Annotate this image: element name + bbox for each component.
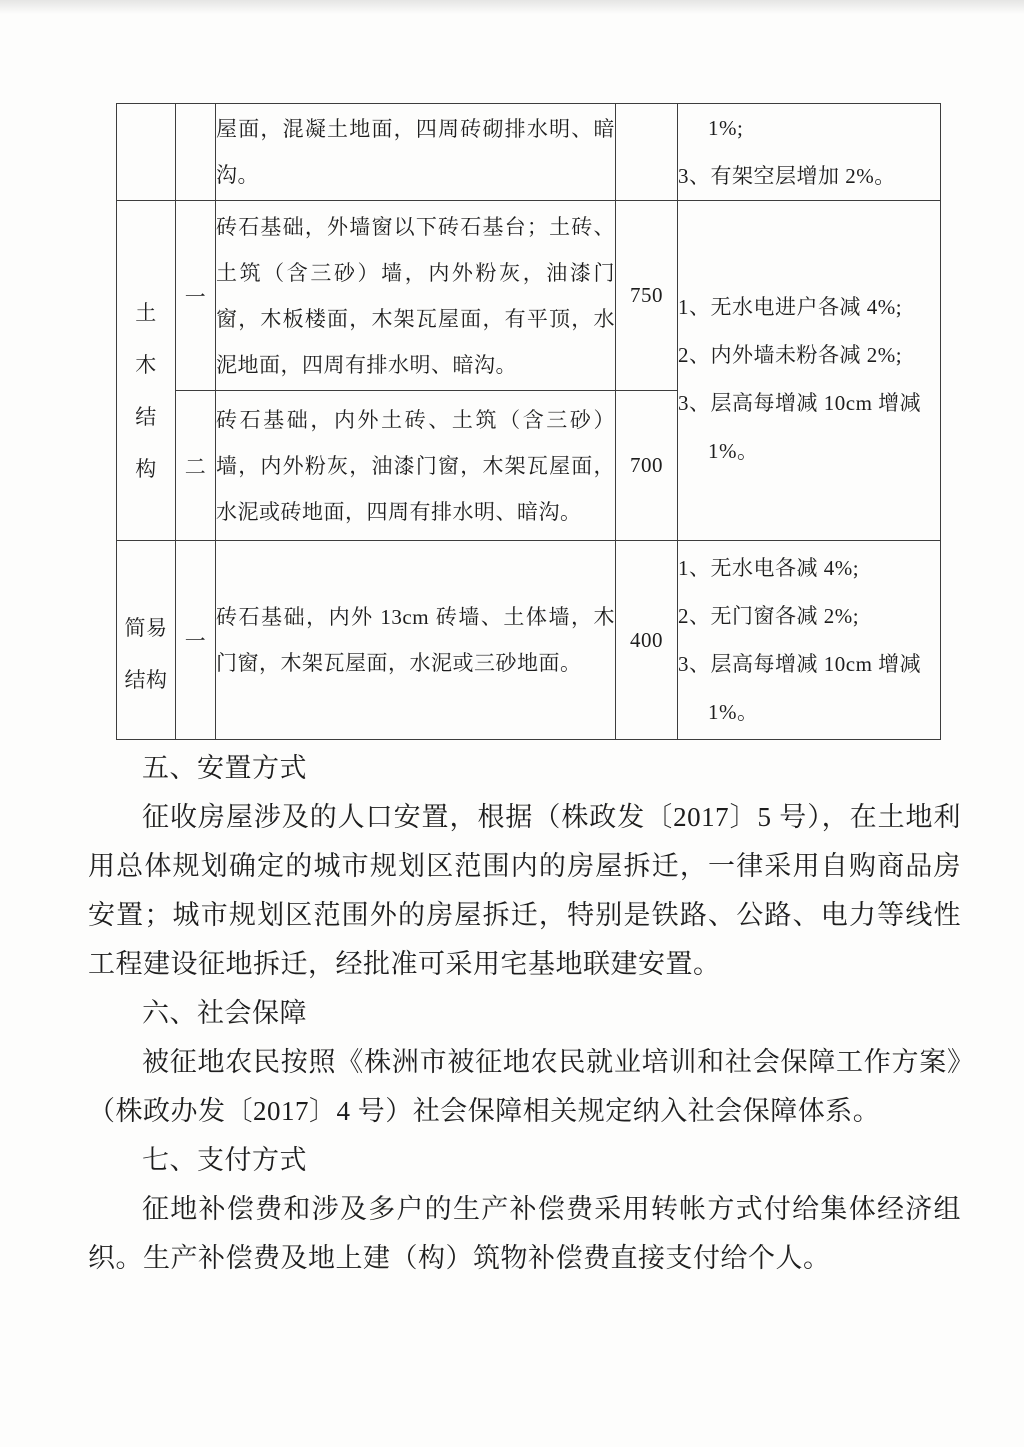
section-heading-resettlement: 五、安置方式: [142, 753, 307, 783]
adjustment-line: 3、有架空层增加 2%。: [678, 164, 896, 188]
table-row-continued: [117, 104, 941, 201]
grade-cell: 一: [176, 541, 216, 740]
adjustment-line: 1%;: [708, 116, 744, 140]
adjustment-line: 3、层高每增减 10cm 增减: [678, 390, 922, 415]
adjustments-cell: [678, 201, 941, 541]
structure-label: 简易结构: [124, 616, 168, 692]
structure-label: 土木结构: [135, 300, 157, 481]
table-row-tumu-1: [117, 201, 941, 391]
adjustment-line: 2、无门窗各减 2%;: [678, 604, 860, 628]
compensation-table: [116, 103, 941, 740]
description-cell: 砖石基础，内外 13cm 砖墙、土体墙，木门窗，木架瓦屋面，水泥或三砂地面。: [216, 541, 616, 740]
price-cell: 750: [616, 201, 678, 391]
adjustment-line: 1%。: [708, 700, 759, 724]
section-heading-payment: 七、支付方式: [142, 1145, 307, 1175]
grade-cell: 一: [176, 201, 216, 391]
price-cell: 400: [616, 541, 678, 740]
adjustments-cell: [678, 541, 941, 740]
adjustment-line: 3、层高每增减 10cm 增减: [678, 652, 922, 676]
adjustment-line: 2、内外墙未粉各减 2%;: [678, 342, 903, 367]
grade-cell: [176, 104, 216, 201]
structure-cell: [117, 104, 176, 201]
adjustment-line: 1、无水电各减 4%;: [678, 556, 860, 580]
description-cell: 砖石基础，内外土砖、土筑（含三砂）墙，内外粉灰，油漆门窗，木架瓦屋面，水泥或砖地面，四周有排水明、暗沟。: [216, 391, 616, 541]
section-paragraph: 被征地农民按照《株洲市被征地农民就业培训和社会保障工作方案》（株政办发〔2017〕4 号）社会保障相关规定纳入社会保障体系。: [88, 1047, 961, 1126]
adjustment-line: 1%。: [708, 438, 759, 463]
price-cell: 700: [616, 391, 678, 541]
description-cell: 屋面，混凝土地面，四周砖砌排水明、暗沟。: [216, 104, 616, 201]
table-row-jianyi: [117, 541, 941, 740]
description-cell: 砖石基础，外墙窗以下砖石基台；土砖、土筑（含三砂）墙，内外粉灰，油漆门窗，木板楼面，木架瓦屋面，有平顶，水泥地面，四周有排水明、暗沟。: [216, 201, 616, 391]
price-cell: [616, 104, 678, 201]
structure-cell: [117, 541, 176, 740]
grade-cell: 二: [176, 391, 216, 541]
document-body: [88, 744, 961, 1283]
section-paragraph: 征地补偿费和涉及多户的生产补偿费采用转帐方式付给集体经济组织。生产补偿费及地上建（构）筑物补偿费直接支付给个人。: [88, 1194, 961, 1273]
adjustments-cell: [678, 104, 941, 201]
structure-cell: [117, 201, 176, 541]
section-paragraph: 征收房屋涉及的人口安置，根据（株政发〔2017〕5 号），在土地利用总体规划确定的城市规划区范围内的房屋拆迁，一律采用自购商品房安置；城市规划区范围外的房屋拆迁，特别是铁路、公路、电力等线性工程建设征地拆迁，经批准可采用宅基地联建安置。: [88, 802, 961, 979]
section-heading-social-security: 六、社会保障: [142, 998, 307, 1028]
adjustment-line: 1、无水电进户各减 4%;: [678, 294, 903, 319]
